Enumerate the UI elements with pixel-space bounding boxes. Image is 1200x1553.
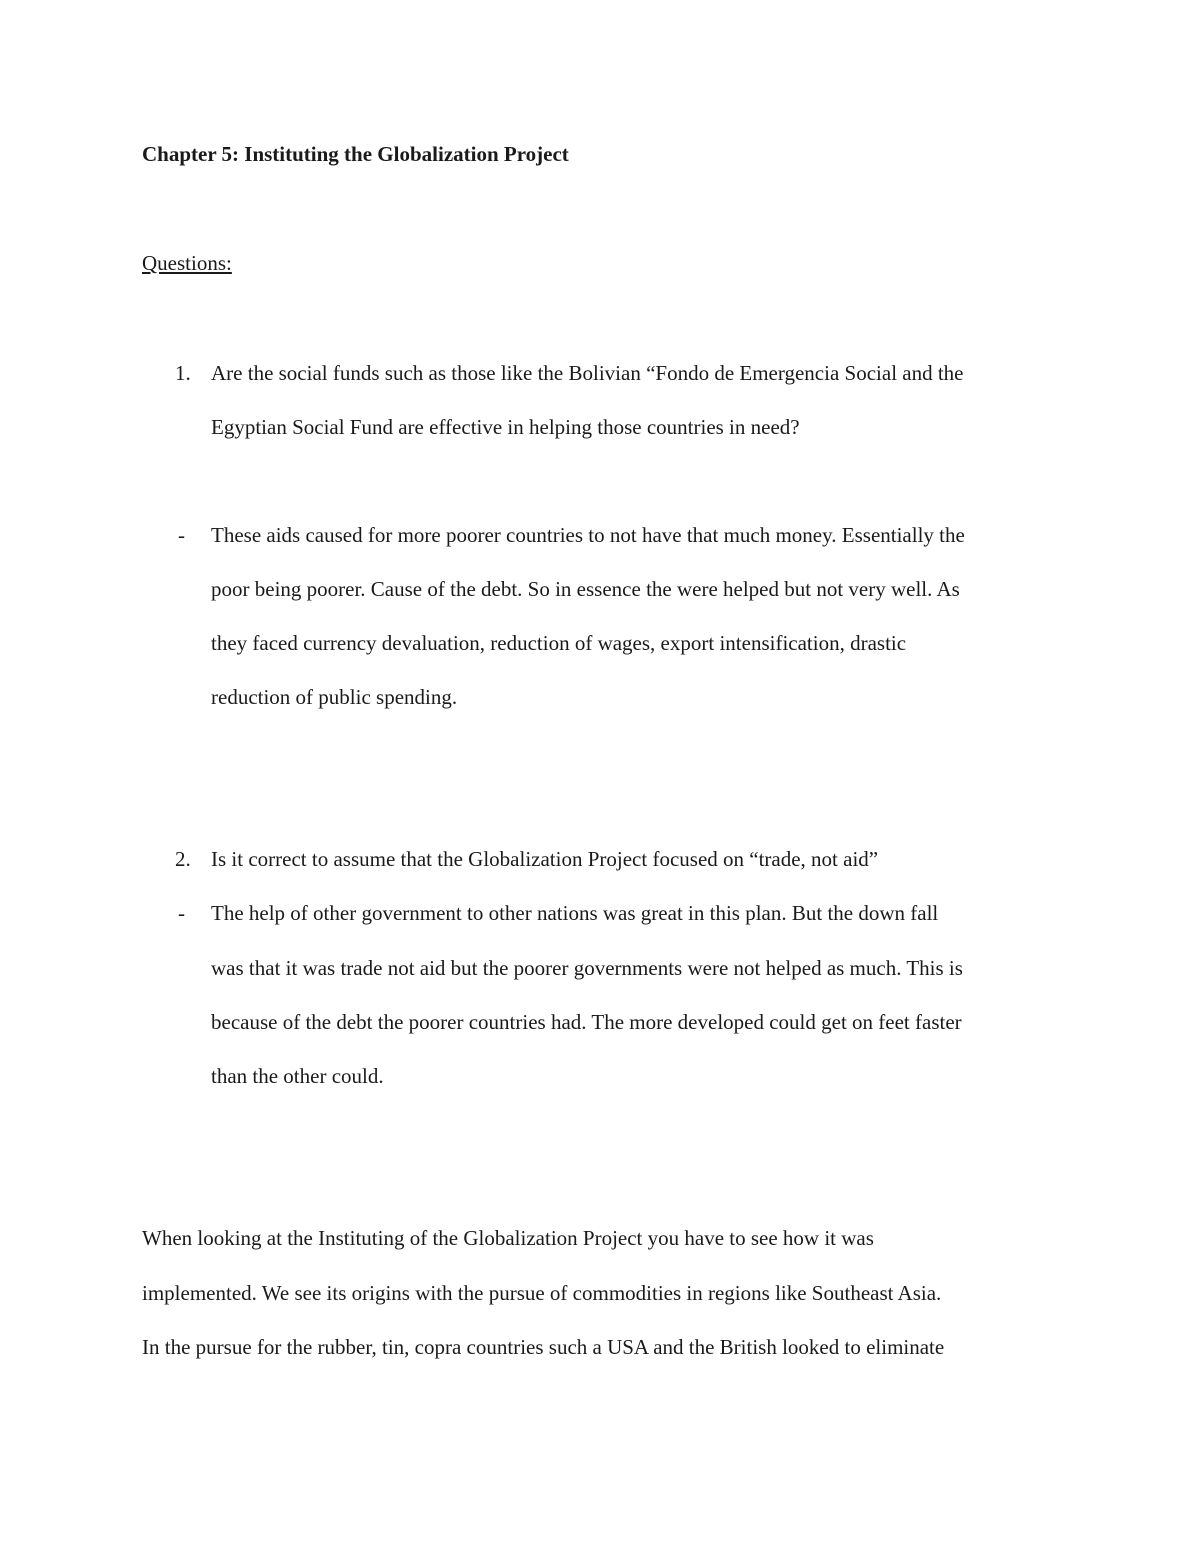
answer-1-line-2: poor being poorer. Cause of the debt. So in essence the were helped but not very well. As: [211, 577, 960, 601]
answer-1-line-4: reduction of public spending.: [211, 685, 458, 709]
essay-line-1: When looking at the Instituting of the Globalization Project you have to see how it was: [142, 1226, 874, 1250]
question-1-line-2: Egyptian Social Fund are effective in helping those countries in need?: [211, 415, 800, 439]
answer-2-line-3: because of the debt the poorer countries had. The more developed could get on feet faster: [211, 1010, 962, 1034]
chapter-title: Chapter 5: Instituting the Globalization Project: [142, 142, 569, 166]
question-1-line-1: Are the social funds such as those like the Bolivian “Fondo de Emergencia Social and the: [211, 361, 964, 385]
answer-1-line-3: they faced currency devaluation, reduction of wages, export intensification, drastic: [211, 631, 907, 655]
question-2-line-1: Is it correct to assume that the Globalization Project focused on “trade, not aid”: [211, 847, 879, 871]
answer-2-line-1: The help of other government to other nations was great in this plan. But the down fall: [211, 901, 939, 925]
question-2-number: 2.: [175, 847, 191, 871]
answer-2-line-2: was that it was trade not aid but the poorer governments were not helped as much. This is: [211, 956, 963, 980]
essay-line-2: implemented. We see its origins with the pursue of commodities in regions like Southeast Asia.: [142, 1281, 942, 1305]
answer-1-line-1: These aids caused for more poorer countries to not have that much money. Essentially the: [211, 523, 965, 547]
essay-line-3: In the pursue for the rubber, tin, copra countries such a USA and the British looked to eliminate: [142, 1335, 945, 1359]
answer-1-dash: -: [178, 523, 185, 547]
question-1-number: 1.: [175, 361, 191, 385]
answer-2-line-4: than the other could.: [211, 1064, 384, 1088]
questions-heading: Questions:: [142, 251, 232, 275]
answer-2-dash: -: [178, 901, 185, 925]
